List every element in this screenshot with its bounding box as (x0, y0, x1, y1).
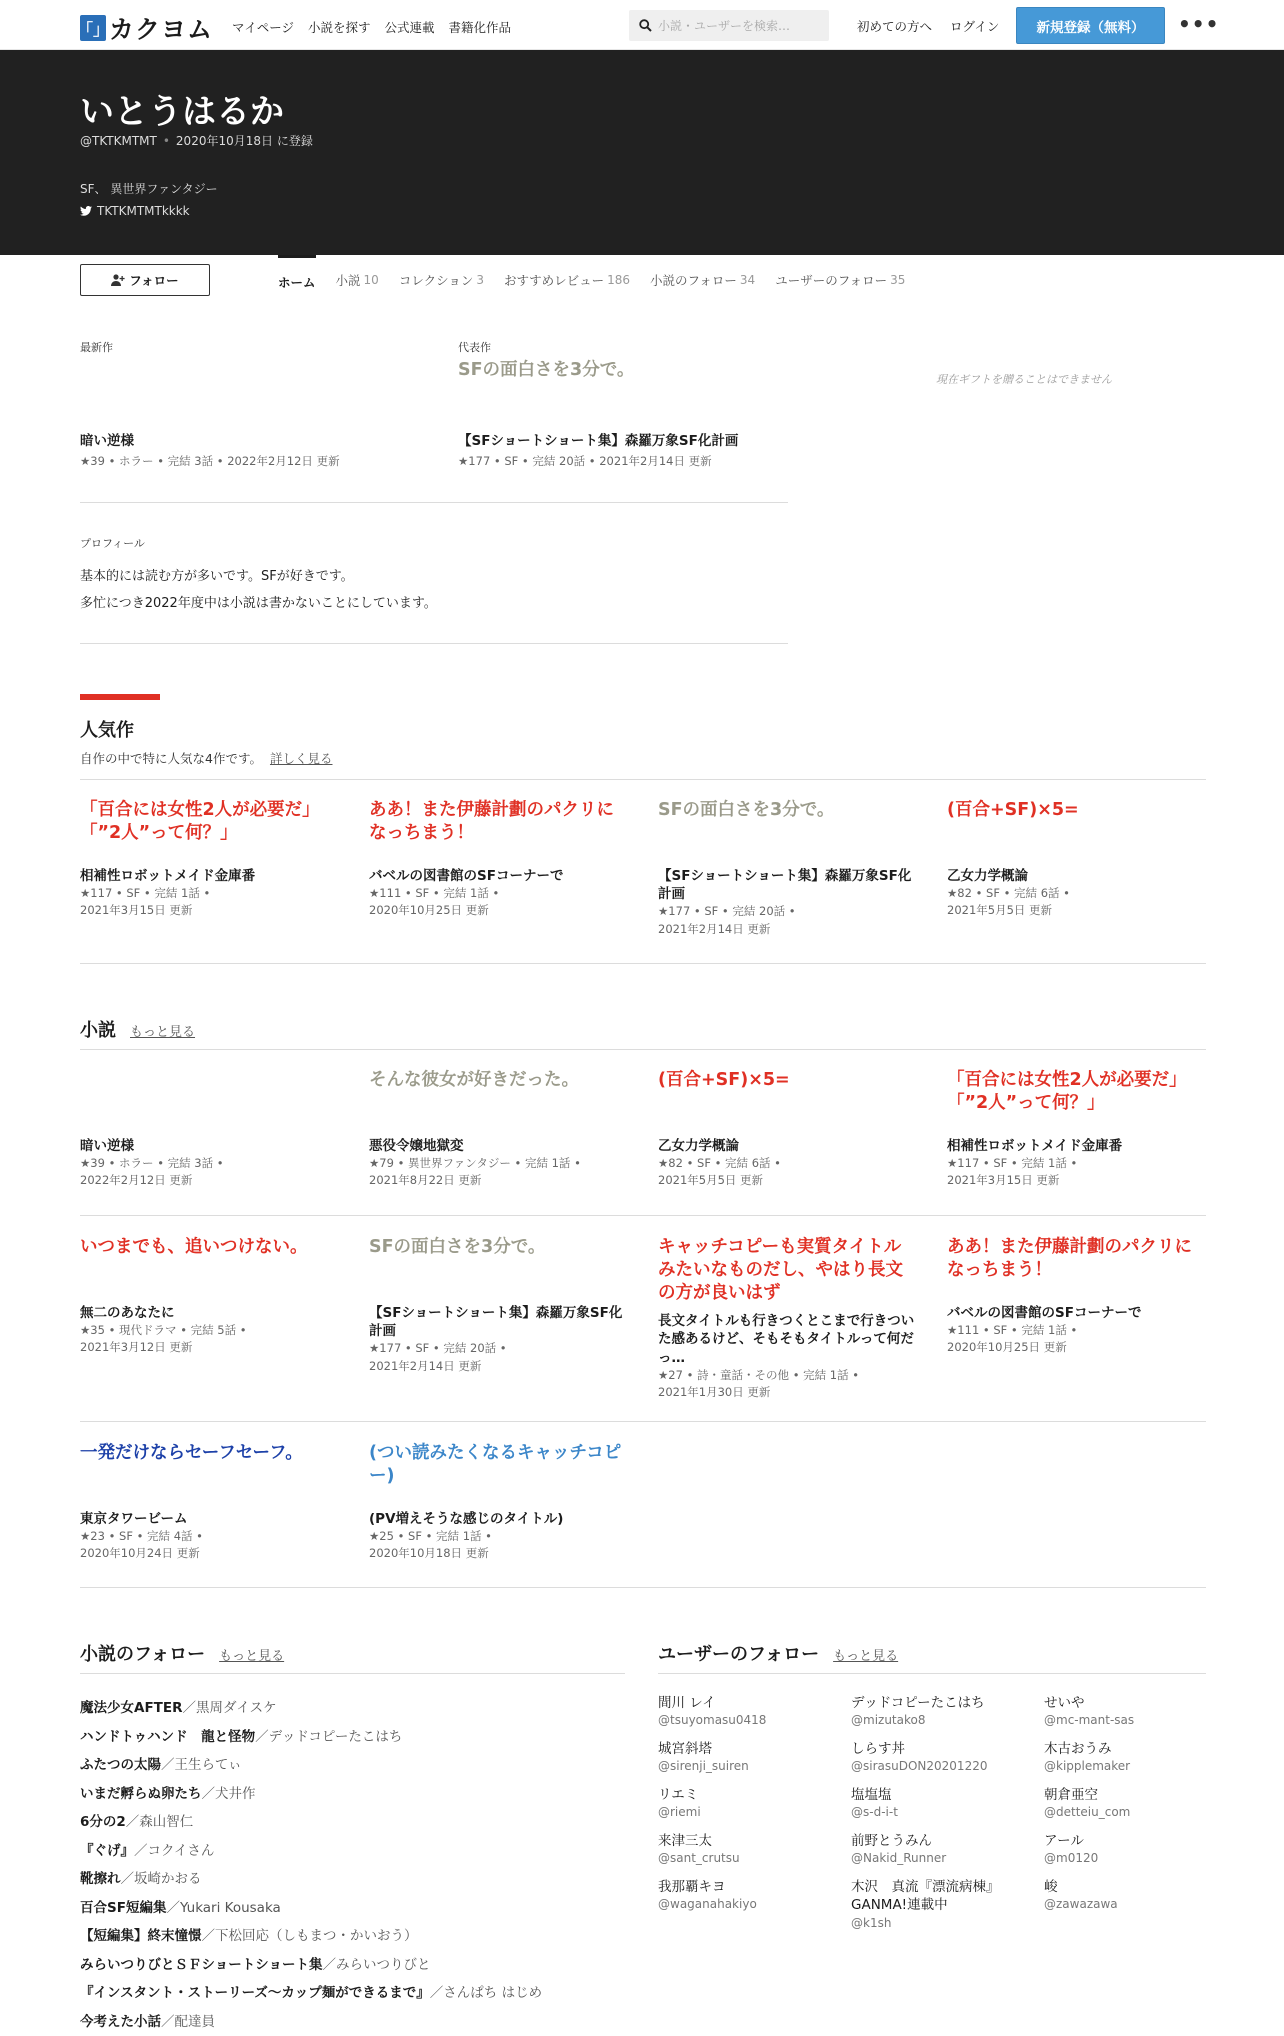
work-updated: 2021年3月15日 更新 (947, 1173, 1060, 1188)
twitter-icon (80, 206, 92, 216)
followed-novel-title: 『ぐげ』 (80, 1842, 134, 1859)
followed-novel-title: ふたつの太陽 (80, 1757, 161, 1773)
work-card[interactable] (80, 1236, 338, 1357)
work-title: 東京タワービーム (80, 1511, 188, 1527)
followed-novel-author: ／坂崎かおる (120, 1871, 202, 1887)
tab-label: ユーザーのフォロー (775, 273, 888, 288)
tab-count: 186 (607, 273, 631, 287)
followed-user-id: @detteiu_com (1044, 1805, 1131, 1820)
followed-user-name: 間川 レイ (658, 1695, 716, 1711)
followed-novel-title: 【短編集】終末憧憬 (80, 1928, 202, 1944)
work-title: バベルの図書館のSFコーナーで (369, 868, 564, 884)
novel-follows-more-link[interactable]: もっと見る (219, 1649, 285, 1664)
divider (658, 1673, 1206, 1674)
followed-novel[interactable] (80, 1979, 625, 2008)
catchphrase: 「百合には女性2人が必要だ」「”2人”って何？」 (80, 800, 320, 843)
work-card[interactable] (369, 799, 627, 920)
tab-count: 35 (890, 273, 906, 287)
registered-date: 2020年10月18日 に登録 (175, 134, 313, 148)
catchphrase: (百合+SF)×5= (658, 1070, 790, 1090)
tab-label: 小説のフォロー (650, 273, 737, 288)
work-card[interactable] (658, 1236, 916, 1401)
followed-novel-author: ／王生らてぃ (161, 1757, 242, 1773)
popular-details-link[interactable]: 詳しく見る (269, 751, 333, 766)
followed-novel[interactable] (80, 1922, 625, 1951)
global-nav (232, 18, 511, 36)
followed-user-name: 来津三太 (658, 1833, 712, 1850)
work-meta: ★23 • SF • 完結 4話 • (80, 1529, 203, 1544)
work-card[interactable] (369, 1442, 627, 1563)
work-updated: 2021年3月12日 更新 (80, 1340, 193, 1355)
nav-official-serial[interactable]: 公式連載 (384, 20, 435, 35)
work-meta: ★35 • 現代ドラマ • 完結 5話 • (80, 1323, 247, 1338)
followed-user-id: @tsuyomasu0418 (658, 1713, 767, 1728)
followed-user-name: しらす丼 (851, 1741, 905, 1758)
catchphrase: SFの面白さを3分で。 (369, 1237, 546, 1257)
work-card[interactable] (80, 799, 338, 920)
followed-novel-author: ／下松回応（しもまつ・かいおう） (201, 1928, 418, 1944)
more-menu-icon[interactable]: ••• (1178, 12, 1220, 36)
followed-user[interactable] (1044, 1832, 1204, 1867)
followed-user-name: リエミ (658, 1787, 699, 1804)
followed-user-id: @Nakid_Runner (851, 1851, 947, 1866)
followed-user-id: @sant_crutsu (658, 1851, 740, 1866)
divider (80, 963, 1206, 964)
followed-user-name: 朝倉亜空 (1044, 1787, 1098, 1804)
followed-novel-title: みらいつりびとＳＦショートショート集 (80, 1956, 323, 1973)
work-updated: 2020年10月25日 更新 (947, 1340, 1067, 1355)
twitter-handle: TKTKMTMTkkkk (97, 204, 190, 218)
followed-novel[interactable] (80, 1723, 625, 1752)
person-plus-icon (111, 274, 125, 286)
followed-user-name: 峻 (1044, 1879, 1058, 1896)
follow-button-label: フォロー (129, 273, 179, 288)
nav-search-novels[interactable]: 小説を探す (308, 20, 371, 35)
catchphrase: キャッチコピーも実質タイトルみたいなものだし、やはり長文の方が良いはず (658, 1237, 903, 1303)
work-updated: 2021年5月5日 更新 (658, 1173, 764, 1188)
work-updated: 2021年5月5日 更新 (947, 903, 1053, 918)
followed-user-id: @kipplemaker (1044, 1759, 1131, 1774)
work-title: (PV増えそうな感じのタイトル) (369, 1511, 564, 1527)
followed-novel[interactable] (80, 1694, 625, 1723)
tab-label: おすすめレビュー (503, 273, 605, 288)
followed-user-id: @mc-mant-sas (1044, 1713, 1135, 1728)
followed-user-name: 我那覇キヨ (658, 1879, 726, 1896)
work-title: 相補性ロボットメイド金庫番 (80, 868, 256, 884)
profile-line: 基本的には読む方が多いです。SFが好きです。 (80, 569, 354, 584)
followed-user[interactable] (658, 1740, 851, 1775)
divider (80, 1673, 625, 1674)
tab-count: 10 (363, 273, 379, 287)
latest-work[interactable] (80, 432, 420, 470)
work-card[interactable] (80, 1069, 338, 1190)
novel-follows-title (80, 1640, 284, 1666)
logo-text: カクヨム (109, 15, 214, 44)
profile-tabs (278, 255, 905, 305)
followed-novel[interactable] (80, 1894, 625, 1923)
followed-user[interactable] (851, 1786, 1044, 1821)
work-updated: 2021年3月15日 更新 (80, 903, 193, 918)
popular-subtitle-text: 自作の中で特に人気な4作です。 (80, 751, 262, 766)
followed-novel[interactable] (80, 1951, 625, 1980)
novel-follows-title-text: 小説のフォロー (80, 1644, 206, 1665)
user-follows-title-text: ユーザーのフォロー (658, 1644, 820, 1665)
followed-user-name: 城宮斜塔 (658, 1741, 712, 1758)
work-meta: ★117 • SF • 完結 1話 • (80, 886, 211, 901)
work-meta: ★25 • SF • 完結 1話 • (369, 1529, 492, 1544)
followed-novel-title: ハンドトゥハンド 龍と怪物 (80, 1728, 256, 1745)
work-card[interactable] (80, 1442, 338, 1563)
followed-user-id: @s-d-i-t (851, 1805, 898, 1820)
work-card[interactable] (947, 1069, 1205, 1190)
novel-follow-list (80, 1694, 625, 2036)
work-card[interactable] (658, 799, 916, 938)
followed-user-id: @riemi (658, 1805, 701, 1820)
followed-novel-author: ／配達員 (161, 2013, 215, 2030)
tab-novels[interactable] (336, 255, 379, 305)
divider (80, 779, 1206, 780)
divider (80, 502, 788, 503)
followed-novel[interactable] (80, 1808, 625, 1837)
followed-novel-title: いまだ孵らぬ卵たち (80, 1785, 202, 1802)
followed-user[interactable] (658, 1878, 851, 1931)
first-time-link[interactable]: 初めての方へ (857, 19, 933, 34)
signup-button[interactable]: 新規登録（無料） (1016, 7, 1165, 44)
work-title: 無二のあなたに (80, 1305, 175, 1321)
work-title: 長文タイトルも行きつくとこまで行きついた感あるけど、そもそもタイトルって何だっ… (658, 1313, 915, 1366)
work-meta: ★82 • SF • 完結 6話 • (947, 886, 1070, 901)
user-follows-more-link[interactable]: もっと見る (833, 1649, 899, 1664)
followed-user-name: アール (1044, 1833, 1084, 1850)
section-accent-bar (80, 694, 160, 700)
followed-user-id: @sirasuDON20201220 (851, 1759, 988, 1774)
user-follow-grid (658, 1694, 1206, 1931)
divider (80, 1215, 1206, 1216)
user-genres: SF、 異世界ファンタジー (80, 182, 218, 196)
search-input[interactable] (658, 19, 823, 33)
work-title: 暗い逆様 (80, 1138, 134, 1154)
work-title: 相補性ロボットメイド金庫番 (947, 1138, 1123, 1154)
kakuyomu-logo[interactable] (77, 10, 214, 46)
catchphrase (80, 1069, 338, 1129)
representative-label: 代表作 (458, 341, 491, 354)
work-meta: ★82 • SF • 完結 6話 • (658, 1156, 781, 1171)
followed-user-id: @sirenji_suiren (658, 1759, 749, 1774)
top-header (0, 0, 1284, 50)
search-icon[interactable] (639, 19, 652, 32)
followed-novel[interactable] (80, 1780, 625, 1809)
work-title: 暗い逆様 (80, 433, 134, 449)
work-meta: ★111 • SF • 完結 1話 • (947, 1323, 1078, 1338)
followed-user-name: 塩塩塩 (851, 1787, 892, 1804)
work-meta: ★79 • 異世界ファンタジー • 完結 1話 • (369, 1156, 581, 1171)
followed-user[interactable] (1044, 1786, 1204, 1821)
tab-home[interactable] (278, 255, 316, 305)
followed-novel-title: 6分の2 (80, 1814, 126, 1830)
popular-title: 人気作 (80, 720, 134, 741)
followed-user-name: 前野とうみん (851, 1833, 932, 1850)
followed-novel-author: ／みらいつりびと (322, 1956, 431, 1973)
work-meta: ★39 • ホラー • 完結 3話 • 2022年2月12日 更新 (80, 454, 340, 469)
followed-user-id: @m0120 (1044, 1851, 1099, 1866)
catchphrase: いつまでも、追いつけない。 (80, 1237, 308, 1257)
work-card[interactable] (947, 799, 1205, 920)
follow-button[interactable] (80, 264, 210, 296)
work-updated: 2021年1月30日 更新 (658, 1385, 771, 1400)
user-follows-title (658, 1640, 898, 1666)
catchphrase: 「百合には女性2人が必要だ」「”2人”って何？」 (947, 1070, 1187, 1113)
followed-user-id: @zawazawa (1044, 1897, 1118, 1912)
catchphrase: SFの面白さを3分で。 (458, 360, 635, 380)
followed-novel-author: ／Yukari Kousaka (166, 1899, 281, 1916)
catchphrase: ああ！また伊藤計劃のパクリになっちまう！ (369, 800, 614, 843)
profile-text (80, 563, 437, 617)
catchphrase: (百合+SF)×5= (947, 800, 1079, 820)
followed-user[interactable] (851, 1832, 1044, 1867)
novels-title (80, 1016, 195, 1042)
followed-user[interactable] (1044, 1878, 1204, 1931)
representative-work[interactable] (458, 359, 798, 470)
tab-label: ホーム (278, 274, 316, 290)
catchphrase: そんな彼女が好きだった。 (369, 1070, 579, 1090)
logo-mark-icon: 「」 (80, 15, 106, 41)
work-title: バベルの図書館のSFコーナーで (947, 1305, 1142, 1321)
divider (80, 643, 788, 644)
followed-novel[interactable] (80, 1865, 625, 1894)
followed-novel[interactable] (80, 1837, 625, 1866)
work-meta: ★39 • ホラー • 完結 3話 • (80, 1156, 224, 1171)
work-meta: ★177 • SF • 完結 20話 • (369, 1341, 507, 1356)
followed-user-name: 木古おうみ (1044, 1741, 1112, 1758)
followed-novel-title: 魔法少女AFTER (80, 1700, 183, 1716)
latest-label: 最新作 (80, 341, 113, 354)
work-meta: ★111 • SF • 完結 1話 • (369, 886, 500, 901)
followed-user[interactable] (851, 1694, 1044, 1729)
novels-more-link[interactable]: もっと見る (130, 1025, 196, 1040)
followed-user[interactable] (658, 1694, 851, 1729)
followed-novel-title: 今考えた小話 (80, 2013, 161, 2030)
profile-line: 多忙につき2022年度中は小説は書かないことにしています。 (80, 596, 437, 611)
work-meta: ★177 • SF • 完結 20話 • 2021年2月14日 更新 (458, 454, 712, 469)
followed-novel-author: ／森山智仁 (125, 1814, 194, 1830)
work-title: 【SFショートショート集】森羅万象SF化計画 (369, 1305, 623, 1340)
work-title: 【SFショートショート集】森羅万象SF化計画 (458, 433, 739, 449)
followed-user-name: せいや (1044, 1695, 1085, 1711)
divider (80, 1587, 1206, 1588)
followed-user[interactable] (851, 1740, 1044, 1775)
catchphrase: SFの面白さを3分で。 (658, 800, 835, 820)
work-card[interactable] (369, 1069, 627, 1190)
profile-label: プロフィール (80, 537, 145, 550)
nav-mypage[interactable]: マイページ (232, 20, 295, 35)
tab-label: コレクション (398, 273, 474, 288)
work-card[interactable] (658, 1069, 916, 1190)
followed-user-name: 木沢 真流『漂流病棟』GANMA!連載中 (851, 1879, 1000, 1914)
followed-novel-title: 『インスタント・ストーリーズ〜カップ麺ができるまで』 (80, 1985, 430, 2001)
followed-user-id: @k1sh (851, 1915, 892, 1930)
work-updated: 2022年2月12日 更新 (80, 1173, 193, 1188)
tab-count: 34 (739, 273, 756, 287)
followed-novel-author: ／犬井作 (201, 1785, 256, 1802)
user-handle: @TKTKMTMT (80, 134, 157, 148)
work-title: 悪役令嬢地獄変 (369, 1138, 464, 1154)
work-meta: ★27 • 詩・童話・その他 • 完結 1話 • (658, 1367, 860, 1382)
login-link[interactable]: ログイン (950, 19, 1000, 34)
work-updated: 2021年8月22日 更新 (369, 1173, 482, 1188)
work-meta: ★117 • SF • 完結 1話 • (947, 1156, 1078, 1171)
gift-note: 現在ギフトを贈ることはできません (936, 373, 1112, 386)
work-card[interactable] (369, 1236, 627, 1375)
user-name: いとうはるか (80, 92, 284, 132)
followed-novel-title: 靴擦れ (80, 1871, 121, 1887)
followed-user-id: @waganahakiyo (658, 1897, 757, 1912)
work-updated: 2021年2月14日 更新 (369, 1358, 482, 1373)
nav-books[interactable]: 書籍化作品 (448, 20, 512, 35)
divider (80, 1421, 1206, 1422)
followed-user[interactable] (851, 1878, 1044, 1931)
profile-hero (0, 50, 1284, 255)
tab-novel-follows[interactable] (650, 255, 755, 305)
followed-novel[interactable] (80, 2008, 625, 2036)
followed-user[interactable] (658, 1832, 851, 1867)
divider (80, 1049, 1206, 1050)
work-meta: ★177 • SF • 完結 20話 • (658, 904, 796, 919)
followed-novel-author: ／デッドコピーたこはち (255, 1728, 403, 1745)
twitter-link[interactable] (80, 204, 190, 218)
followed-user[interactable] (658, 1786, 851, 1821)
user-meta: @TKTKMTMT • 2020年10月18日 に登録 (80, 134, 313, 148)
tab-reviews[interactable] (504, 255, 630, 305)
followed-novel-author: ／さんぱち はじめ (429, 1985, 543, 2001)
tab-count: 3 (476, 273, 484, 287)
tab-collections[interactable] (399, 255, 484, 305)
search-box (629, 10, 829, 41)
work-updated: 2020年10月25日 更新 (369, 903, 489, 918)
followed-user[interactable] (1044, 1694, 1204, 1729)
followed-novel[interactable] (80, 1751, 625, 1780)
tab-label: 小説 (335, 273, 361, 288)
novels-title-text: 小説 (80, 1020, 116, 1041)
catchphrase: (つい読みたくなるキャッチコピー) (369, 1443, 622, 1486)
followed-novel-author: ／コクイさん (134, 1842, 215, 1859)
followed-user-id: @mizutako8 (851, 1713, 926, 1728)
followed-user-name: デッドコピーたこはち (851, 1695, 985, 1711)
followed-user[interactable] (1044, 1740, 1204, 1775)
work-updated: 2020年10月18日 更新 (369, 1546, 489, 1561)
followed-novel-title: 百合SF短編集 (80, 1899, 167, 1916)
work-title: 乙女力学概論 (658, 1138, 739, 1154)
work-updated: 2020年10月24日 更新 (80, 1546, 200, 1561)
work-card[interactable] (947, 1236, 1205, 1357)
followed-novel-author: ／黒周ダイスケ (182, 1700, 277, 1716)
catchphrase: ああ！また伊藤計劃のパクリになっちまう！ (947, 1237, 1192, 1280)
work-title: 乙女力学概論 (947, 868, 1028, 884)
popular-subtitle (80, 749, 332, 767)
catchphrase: 一発だけならセーフセーフ。 (80, 1443, 303, 1463)
work-title: 【SFショートショート集】森羅万象SF化計画 (658, 868, 912, 903)
work-updated: 2021年2月14日 更新 (658, 921, 771, 936)
tab-user-follows[interactable] (775, 255, 905, 305)
